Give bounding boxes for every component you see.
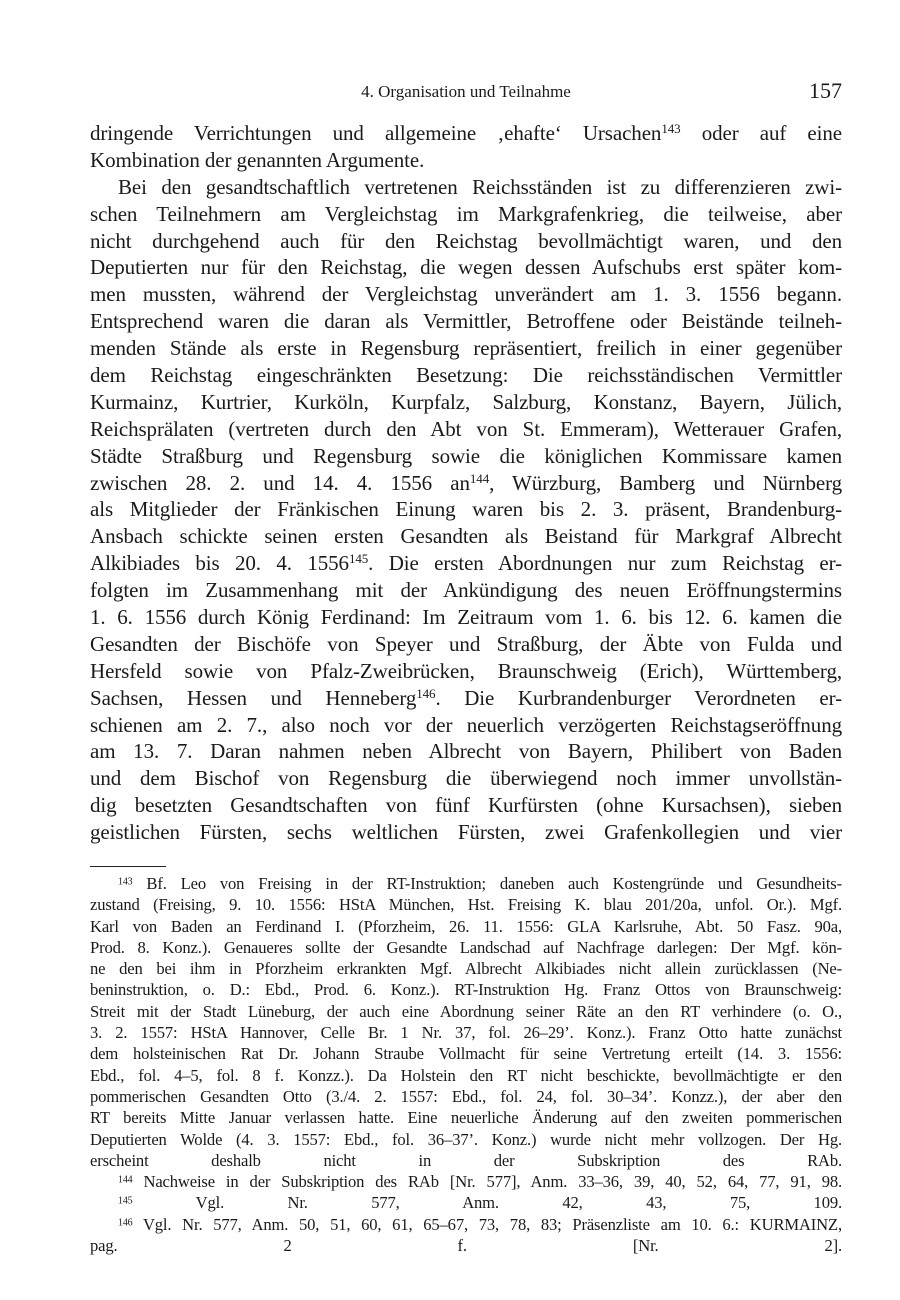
- text-segment: schienen am 2. 7., also noch vor der neuerlich verzögerten Reichstagseröffnung: [90, 712, 842, 737]
- text-segment: 1. 6. 1556 durch König Ferdinand: Im Zeitraum vom 1. 6. bis 12. 6. kamen die: [90, 605, 842, 630]
- footnote-number: 144: [118, 1174, 133, 1186]
- text-line: [90, 470, 842, 497]
- text-segment: beninstruktion, o. D.: Ebd., Prod. 6. Konz.). RT-Instruktion Hg. Franz Ottos von Braunschweig:: [90, 980, 842, 1000]
- footnote-line: [90, 1214, 842, 1235]
- text-line: [90, 389, 842, 416]
- text-line: [90, 604, 842, 631]
- text-line: [90, 496, 842, 523]
- footnote-reference: 144: [469, 470, 490, 486]
- text-segment: Kombination der genannten Argumente.: [90, 147, 425, 172]
- text-segment: Kurmainz, Kurtrier, Kurköln, Kurpfalz, Salzburg, Konstanz, Bayern, Jülich,: [90, 389, 842, 414]
- text-segment: Vgl. Nr. 577, Anm. 50, 51, 60, 61, 65–67, 73, 78, 83; Präsenzliste am 10. 6.: KURMAINZ,: [132, 1214, 842, 1234]
- footnote-line: [90, 958, 842, 979]
- text-segment: geistlichen Fürsten, sechs weltlichen Fürsten, zwei Grafenkollegien und vier: [90, 820, 842, 845]
- text-line: [90, 281, 842, 308]
- text-line: [90, 335, 842, 362]
- page-number: 157: [809, 78, 842, 103]
- text-segment: ne den bei ihm in Pforzheim erkrankten Mgf. Albrecht Alkibiades nicht allein zurücklassen (Ne-: [90, 959, 842, 979]
- text-line: [90, 443, 842, 470]
- text-segment: folgten im Zusammenhang mit der Ankündigung des neuen Eröffnungstermins: [90, 578, 842, 603]
- page-header: [90, 78, 842, 108]
- text-line: [90, 523, 842, 550]
- text-line: [90, 738, 842, 765]
- text-segment: dem holsteinischen Rat Dr. Johann Straube Vollmacht für seine Vertretung erteilt (14. 3. 1556:: [90, 1044, 842, 1064]
- text-segment: zwischen 28. 2. und 14. 4. 1556 an: [90, 470, 470, 495]
- text-segment: Ansbach schickte seinen ersten Gesandten als Beistand für Markgraf Albrecht: [90, 524, 842, 549]
- footnote-line: [90, 1086, 842, 1107]
- text-segment: Vgl. Nr. 577, Anm. 42, 43, 75, 109.: [132, 1193, 842, 1213]
- text-line: [90, 550, 842, 577]
- footnote-line: [90, 1001, 842, 1022]
- footnote-number: 143: [118, 876, 133, 888]
- footnote-line: [90, 1150, 842, 1171]
- text-segment: Hersfeld sowie von Pfalz-Zweibrücken, Braunschweig (Erich), Württemberg,: [90, 658, 842, 683]
- text-segment: RT bereits Mitte Januar verlassen hatte. Eine neuerliche Änderung auf den zweiten pommerischen: [90, 1108, 842, 1128]
- footnote-line: [90, 916, 842, 937]
- footnote-line: [90, 873, 842, 894]
- footnote-line: [90, 894, 842, 915]
- text-segment: 3. 2. 1557: HStA Hannover, Celle Br. 1 Nr. 37, fol. 26–29’. Konz.). Franz Otto hatte zunächst: [90, 1023, 842, 1043]
- body-text: [90, 120, 842, 846]
- text-segment: schen Teilnehmern am Vergleichstag im Markgrafenkrieg, die teilweise, aber: [90, 201, 842, 226]
- running-title: 4. Organisation und Teilnahme: [361, 82, 571, 101]
- text-segment: Entsprechend waren die daran als Vermittler, Betroffene oder Beistände teilneh-: [90, 309, 842, 334]
- text-segment: , Würzburg, Bamberg und Nürnberg: [489, 470, 842, 495]
- text-line: [90, 147, 842, 174]
- footnote-line: [90, 1129, 842, 1150]
- footnote-number: 145: [118, 1195, 133, 1207]
- text-line: [90, 362, 842, 389]
- footnote-reference: 145: [348, 551, 369, 567]
- text-line: [90, 792, 842, 819]
- text-line: [90, 712, 842, 739]
- text-line: [90, 685, 842, 712]
- footnote-line: [90, 1022, 842, 1043]
- text-line: [90, 174, 842, 201]
- text-segment: nicht durchgehend auch für den Reichstag bevollmächtigt waren, und den: [90, 228, 842, 253]
- text-segment: Prod. 8. Konz.). Genaueres sollte der Gesandte Landschad auf Nachfrage darlegen: Der Mgf. kön-: [90, 937, 842, 957]
- text-segment: Deputierten Wolde (4. 3. 1557: Ebd., fol. 36–37’. Konz.) wurde nicht mehr vollzogen. Der Hg.: [90, 1129, 842, 1149]
- footnote-reference: 143: [661, 120, 681, 136]
- footnote-line: [90, 1065, 842, 1086]
- footnote-line: [90, 1235, 842, 1256]
- text-segment: pommerischen Gesandten Otto (3./4. 2. 1557: Ebd., fol. 24, fol. 30–34’. Konzz.), der aber den: [90, 1086, 842, 1106]
- text-segment: Bf. Leo von Freising in der RT-Instruktion; daneben auch Kostengründe und Gesundheits-: [132, 874, 842, 893]
- text-segment: Ebd., fol. 4–5, fol. 8 f. Konzz.). Da Holstein den RT nicht beschickte, bevollmächtigte er den: [90, 1065, 842, 1085]
- text-segment: Alkibiades bis 20. 4. 1556: [90, 551, 349, 576]
- text-segment: dig besetzten Gesandtschaften von fünf Kurfürsten (ohne Kursachsen), sieben: [90, 793, 842, 818]
- text-segment: men mussten, während der Vergleichstag unverändert am 1. 3. 1556 begann.: [90, 282, 842, 307]
- text-line: [90, 416, 842, 443]
- text-line: [90, 254, 842, 281]
- text-segment: . Die Kurbrandenburger Verordneten er-: [435, 685, 842, 710]
- text-segment: Städte Straßburg und Regensburg sowie die königlichen Kommissare kamen: [90, 443, 842, 468]
- text-line: [90, 308, 842, 335]
- footnote-line: [90, 979, 842, 1000]
- text-segment: Bei den gesandtschaftlich vertretenen Reichsständen ist zu differenzieren zwi-: [118, 174, 842, 199]
- text-segment: Sachsen, Hessen und Henneberg: [90, 685, 417, 710]
- text-line: [90, 120, 842, 147]
- text-line: [90, 228, 842, 255]
- text-line: [90, 765, 842, 792]
- text-segment: Karl von Baden an Ferdinand I. (Pforzheim, 26. 11. 1556: GLA Karlsruhe, Abt. 50 Fasz. 90a,: [90, 916, 842, 936]
- footnote-number: 146: [118, 1217, 133, 1229]
- footnote-line: [90, 1171, 842, 1192]
- text-segment: . Die ersten Abordnungen nur zum Reichstag er-: [368, 551, 842, 576]
- footnote-separator: [90, 866, 166, 867]
- footnote-line: [90, 937, 842, 958]
- text-line: [90, 658, 842, 685]
- text-segment: erscheint deshalb nicht in der Subskription des RAb.: [90, 1150, 842, 1170]
- footnote-line: [90, 1107, 842, 1128]
- text-segment: am 13. 7. Daran nahmen neben Albrecht von Bayern, Philibert von Baden: [90, 739, 842, 764]
- text-segment: dem Reichstag eingeschränkten Besetzung: Die reichsständischen Vermittler: [90, 363, 842, 388]
- text-segment: menden Stände als erste in Regensburg repräsentiert, freilich in einer gegenüber: [90, 336, 842, 361]
- text-segment: als Mitglieder der Fränkischen Einung waren bis 2. 3. präsent, Brandenburg-: [90, 497, 842, 522]
- text-segment: Gesandten der Bischöfe von Speyer und Straßburg, der Äbte von Fulda und: [90, 631, 842, 656]
- footnote-line: [90, 1043, 842, 1064]
- text-line: [90, 631, 842, 658]
- footnote-reference: 146: [416, 685, 436, 701]
- text-segment: Streit mit der Stadt Lüneburg, der auch eine Abordnung seiner Räte an den RT verhindere (o. O.,: [90, 1001, 842, 1021]
- text-line: [90, 201, 842, 228]
- text-segment: Deputierten nur für den Reichstag, die wegen dessen Aufschubs erst später kom-: [90, 255, 842, 280]
- text-segment: und dem Bischof von Regensburg die überwiegend noch immer unvollstän-: [90, 766, 842, 791]
- text-segment: zustand (Freising, 9. 10. 1556: HStA München, Hst. Freising K. blau 201/20a, unfol. Or.). Mgf.: [90, 895, 842, 915]
- footnote-line: [90, 1192, 842, 1213]
- text-segment: oder auf eine: [680, 121, 842, 145]
- text-segment: pag. 2 f. [Nr. 2].: [90, 1236, 842, 1256]
- text-segment: Reichsprälaten (vertreten durch den Abt von St. Emmeram), Wetterauer Grafen,: [90, 416, 842, 441]
- text-segment: dringende Verrichtungen und allgemeine ‚ehafte‘ Ursachen: [90, 121, 662, 145]
- footnotes: [90, 873, 842, 1256]
- text-segment: Nachweise in der Subskription des RAb [Nr. 577], Anm. 33–36, 39, 40, 52, 64, 77, 91, 98.: [132, 1172, 842, 1192]
- text-line: [90, 819, 842, 846]
- text-line: [90, 577, 842, 604]
